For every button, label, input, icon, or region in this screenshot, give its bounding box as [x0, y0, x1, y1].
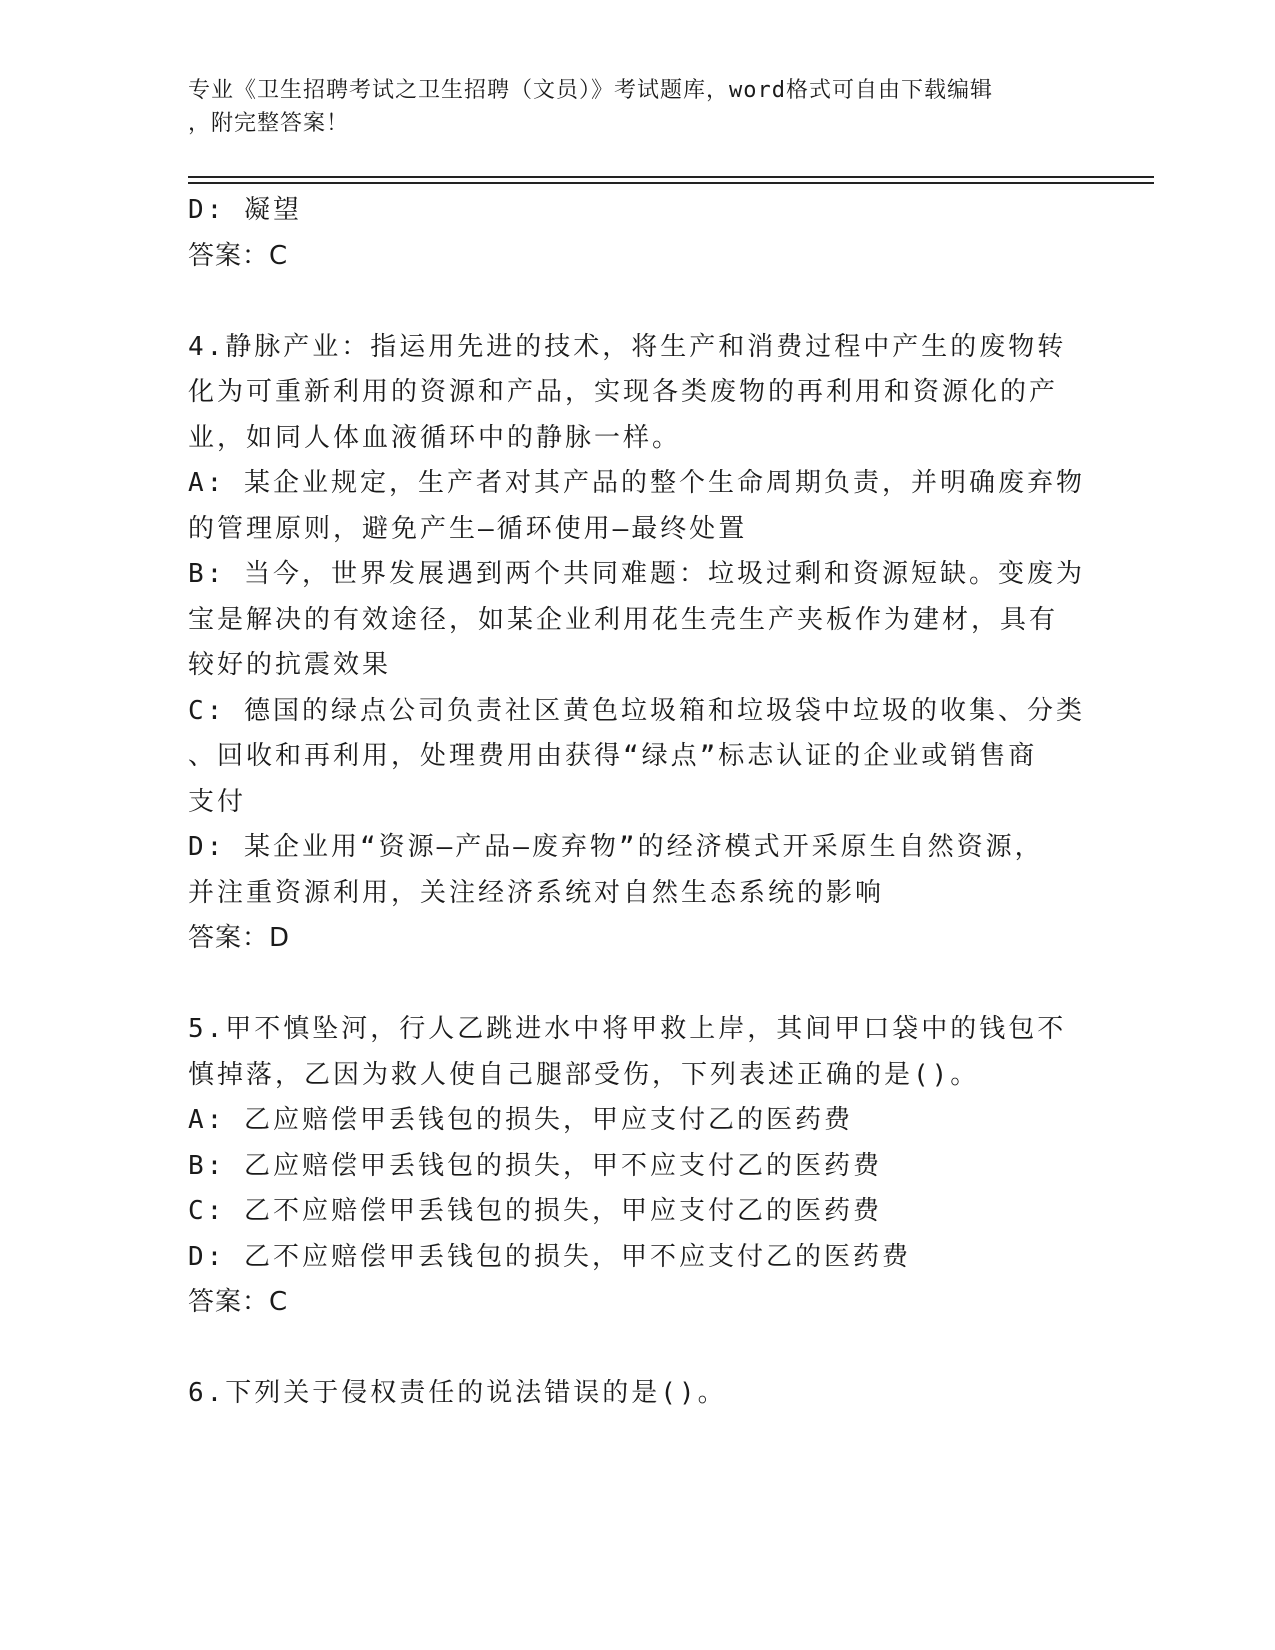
question-content	[188, 188, 1088, 1417]
q4-option-b	[188, 552, 1088, 689]
q6-stem: 6.下列关于侵权责任的说法错误的是()。	[188, 1378, 727, 1408]
q4-option-d	[188, 825, 1088, 916]
q5-stem	[188, 1007, 1088, 1098]
q4-option-c-line: 支付	[188, 786, 247, 817]
q3-answer: 答案：C	[188, 240, 289, 271]
q5-stem-line: 5.甲不慎坠河，行人乙跳进水中将甲救上岸，其间甲口袋中的钱包不	[188, 1014, 1067, 1044]
document-header	[188, 74, 1078, 140]
spacer	[188, 279, 1088, 325]
spacer	[188, 1326, 1088, 1372]
q4-option-a	[188, 461, 1088, 552]
spacer	[188, 962, 1088, 1008]
q4-option-b-line: 较好的抗震效果	[188, 650, 392, 680]
q4-option-d-line: 并注重资源利用，关注经济系统对自然生态系统的影响	[188, 877, 885, 908]
header-divider-top	[188, 176, 1154, 178]
q4-stem	[188, 325, 1088, 462]
q4-stem-line: 4.静脉产业：指运用先进的技术，将生产和消费过程中产生的废物转	[188, 331, 1067, 362]
q4-option-d-line: D: 某企业用“资源—产品—废弃物”的经济模式开采原生自然资源，	[188, 832, 1044, 862]
q4-option-a-line: 的管理原则，避免产生—循环使用—最终处置	[188, 513, 748, 544]
q3-option-d: D: 凝望	[188, 195, 302, 225]
q5-option-b: B: 乙应赔偿甲丢钱包的损失，甲不应支付乙的医药费	[188, 1150, 882, 1181]
q4-option-b-line: 宝是解决的有效途径，如某企业利用花生壳生产夹板作为建材，具有	[188, 604, 1059, 635]
q4-option-c	[188, 689, 1088, 826]
q4-option-b-line: B: 当今，世界发展遇到两个共同难题：垃圾过剩和资源短缺。变废为	[188, 559, 1085, 589]
q4-option-c-line: 、回收和再利用，处理费用由获得“绿点”标志认证的企业或销售商	[188, 741, 1038, 771]
q5-option-c: C: 乙不应赔偿甲丢钱包的损失，甲应支付乙的医药费	[188, 1196, 882, 1226]
q4-stem-line: 化为可重新利用的资源和产品，实现各类废物的再利用和资源化的产	[188, 377, 1059, 407]
q4-answer: 答案：D	[188, 923, 291, 953]
q5-answer: 答案：C	[188, 1287, 289, 1317]
q5-option-a: A: 乙应赔偿甲丢钱包的损失，甲应支付乙的医药费	[188, 1105, 853, 1135]
q5-stem-line: 慎掉落，乙因为救人使自己腿部受伤，下列表述正确的是()。	[188, 1059, 980, 1090]
q4-option-c-line: C: 德国的绿点公司负责社区黄色垃圾箱和垃圾袋中垃圾的收集、分类	[188, 695, 1085, 726]
header-line: ，附完整答案！	[188, 111, 350, 136]
header-line: 专业《卫生招聘考试之卫生招聘（文员）》考试题库，word格式可自由下载编辑	[188, 78, 993, 103]
q4-stem-line: 业，如同人体血液循环中的静脉一样。	[188, 422, 682, 453]
header-divider-bottom	[188, 182, 1154, 184]
q5-option-d: D: 乙不应赔偿甲丢钱包的损失，甲不应支付乙的医药费	[188, 1241, 911, 1272]
q4-option-a-line: A: 某企业规定，生产者对其产品的整个生命周期负责，并明确废弃物	[188, 468, 1085, 498]
